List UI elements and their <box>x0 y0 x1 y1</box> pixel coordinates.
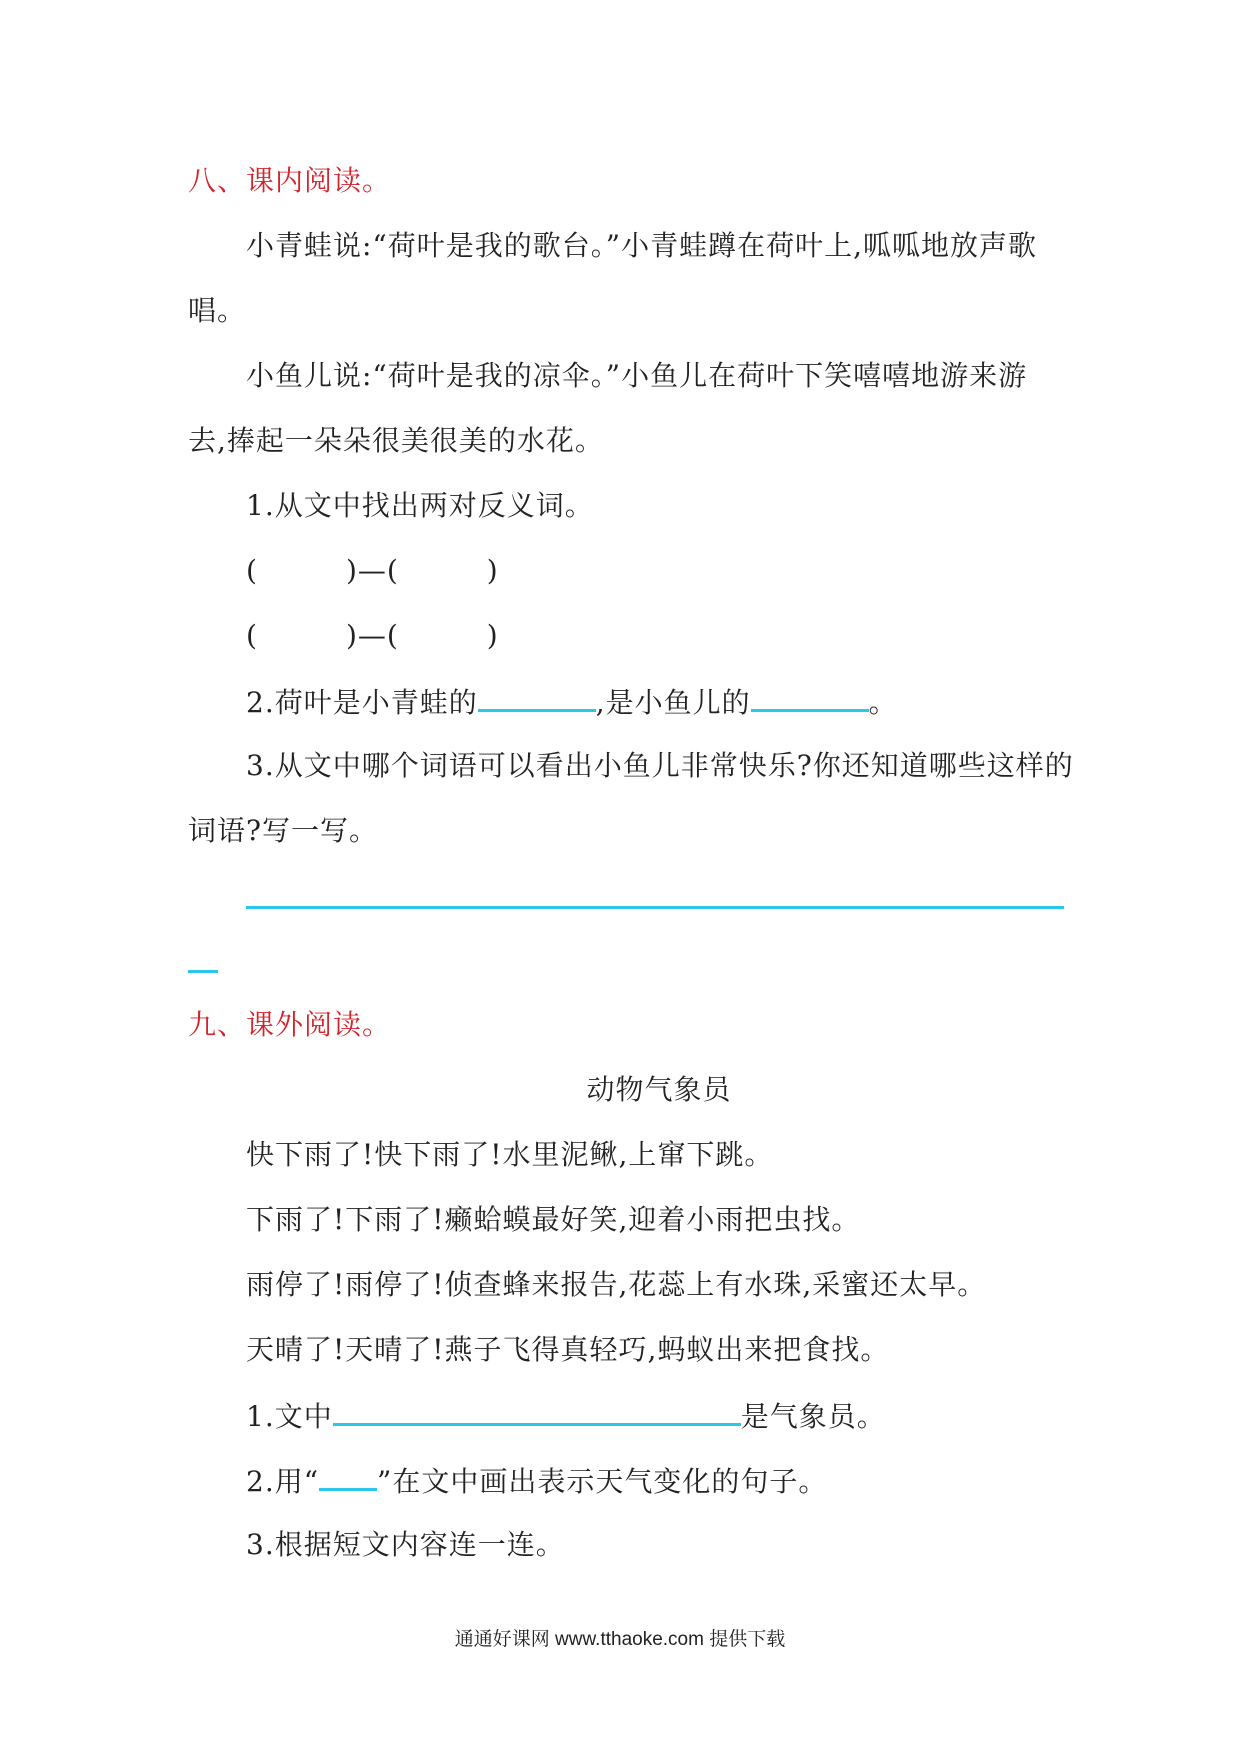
question-9-1 <box>246 1395 886 1437</box>
section-9-heading: 九、课外阅读。 <box>188 1008 392 1041</box>
pair-open-paren: ( <box>246 554 258 587</box>
q9-2-text-a: 2.用“ <box>246 1465 320 1498</box>
poem-line-1: 快下雨了!快下雨了!水里泥鳅,上窜下跳。 <box>246 1138 774 1171</box>
question-8-3-line2: 词语?写一写。 <box>188 814 379 847</box>
passage-8-para1-line1: 小青蛙说:“荷叶是我的歌台。”小青蛙蹲在荷叶上,呱呱地放声歌 <box>246 229 1037 262</box>
footer-credit: 通通好课网 www.tthaoke.com 提供下载 <box>454 1629 786 1650</box>
question-9-2 <box>246 1460 827 1502</box>
question-8-2 <box>246 681 898 723</box>
passage-title: 动物气象员 <box>586 1073 732 1106</box>
question-8-1: 1.从文中找出两对反义词。 <box>246 489 594 522</box>
poem-line-2: 下雨了!下雨了!癞蛤蟆最好笑,迎着小雨把虫找。 <box>246 1203 861 1236</box>
fill-blank-frog[interactable] <box>478 681 596 712</box>
passage-8-para2-line1: 小鱼儿说:“荷叶是我的凉伞。”小鱼儿在荷叶下笑嘻嘻地游来游 <box>246 359 1028 392</box>
q9-1-text-a: 1.文中 <box>246 1400 333 1433</box>
q2-text-a: 2.荷叶是小青蛙的 <box>246 686 478 719</box>
answer-line-continuation[interactable] <box>188 970 218 973</box>
fill-blank-fish[interactable] <box>751 681 869 712</box>
antonym-pair-2 <box>246 616 499 656</box>
antonym-pair-1 <box>246 551 499 591</box>
question-8-3-line1: 3.从文中哪个词语可以看出小鱼儿非常快乐?你还知道哪些这样的 <box>246 749 1074 782</box>
pair-mid-paren: )—( <box>345 619 399 652</box>
q2-text-c: 。 <box>868 686 898 719</box>
passage-8-para1-line2: 唱。 <box>188 294 247 327</box>
q9-1-text-b: 是气象员。 <box>740 1400 886 1433</box>
answer-line[interactable] <box>246 906 1064 909</box>
underline-sample <box>319 1460 377 1491</box>
pair-close-paren: ) <box>486 554 499 587</box>
poem-line-3: 雨停了!雨停了!侦查蜂来报告,花蕊上有水珠,采蜜还太早。 <box>246 1268 987 1301</box>
pair-mid-paren: )—( <box>345 554 399 587</box>
section-8-heading: 八、课内阅读。 <box>188 164 392 197</box>
q2-text-b: ,是小鱼儿的 <box>595 686 751 719</box>
fill-blank-forecasters[interactable] <box>333 1395 741 1426</box>
poem-line-4: 天晴了!天晴了!燕子飞得真轻巧,蚂蚁出来把食找。 <box>246 1333 890 1366</box>
question-9-3: 3.根据短文内容连一连。 <box>246 1528 565 1561</box>
pair-open-paren: ( <box>246 619 258 652</box>
q9-2-text-b: ”在文中画出表示天气变化的句子。 <box>377 1465 828 1498</box>
passage-8-para2-line2: 去,捧起一朵朵很美很美的水花。 <box>188 424 604 457</box>
pair-close-paren: ) <box>486 619 499 652</box>
